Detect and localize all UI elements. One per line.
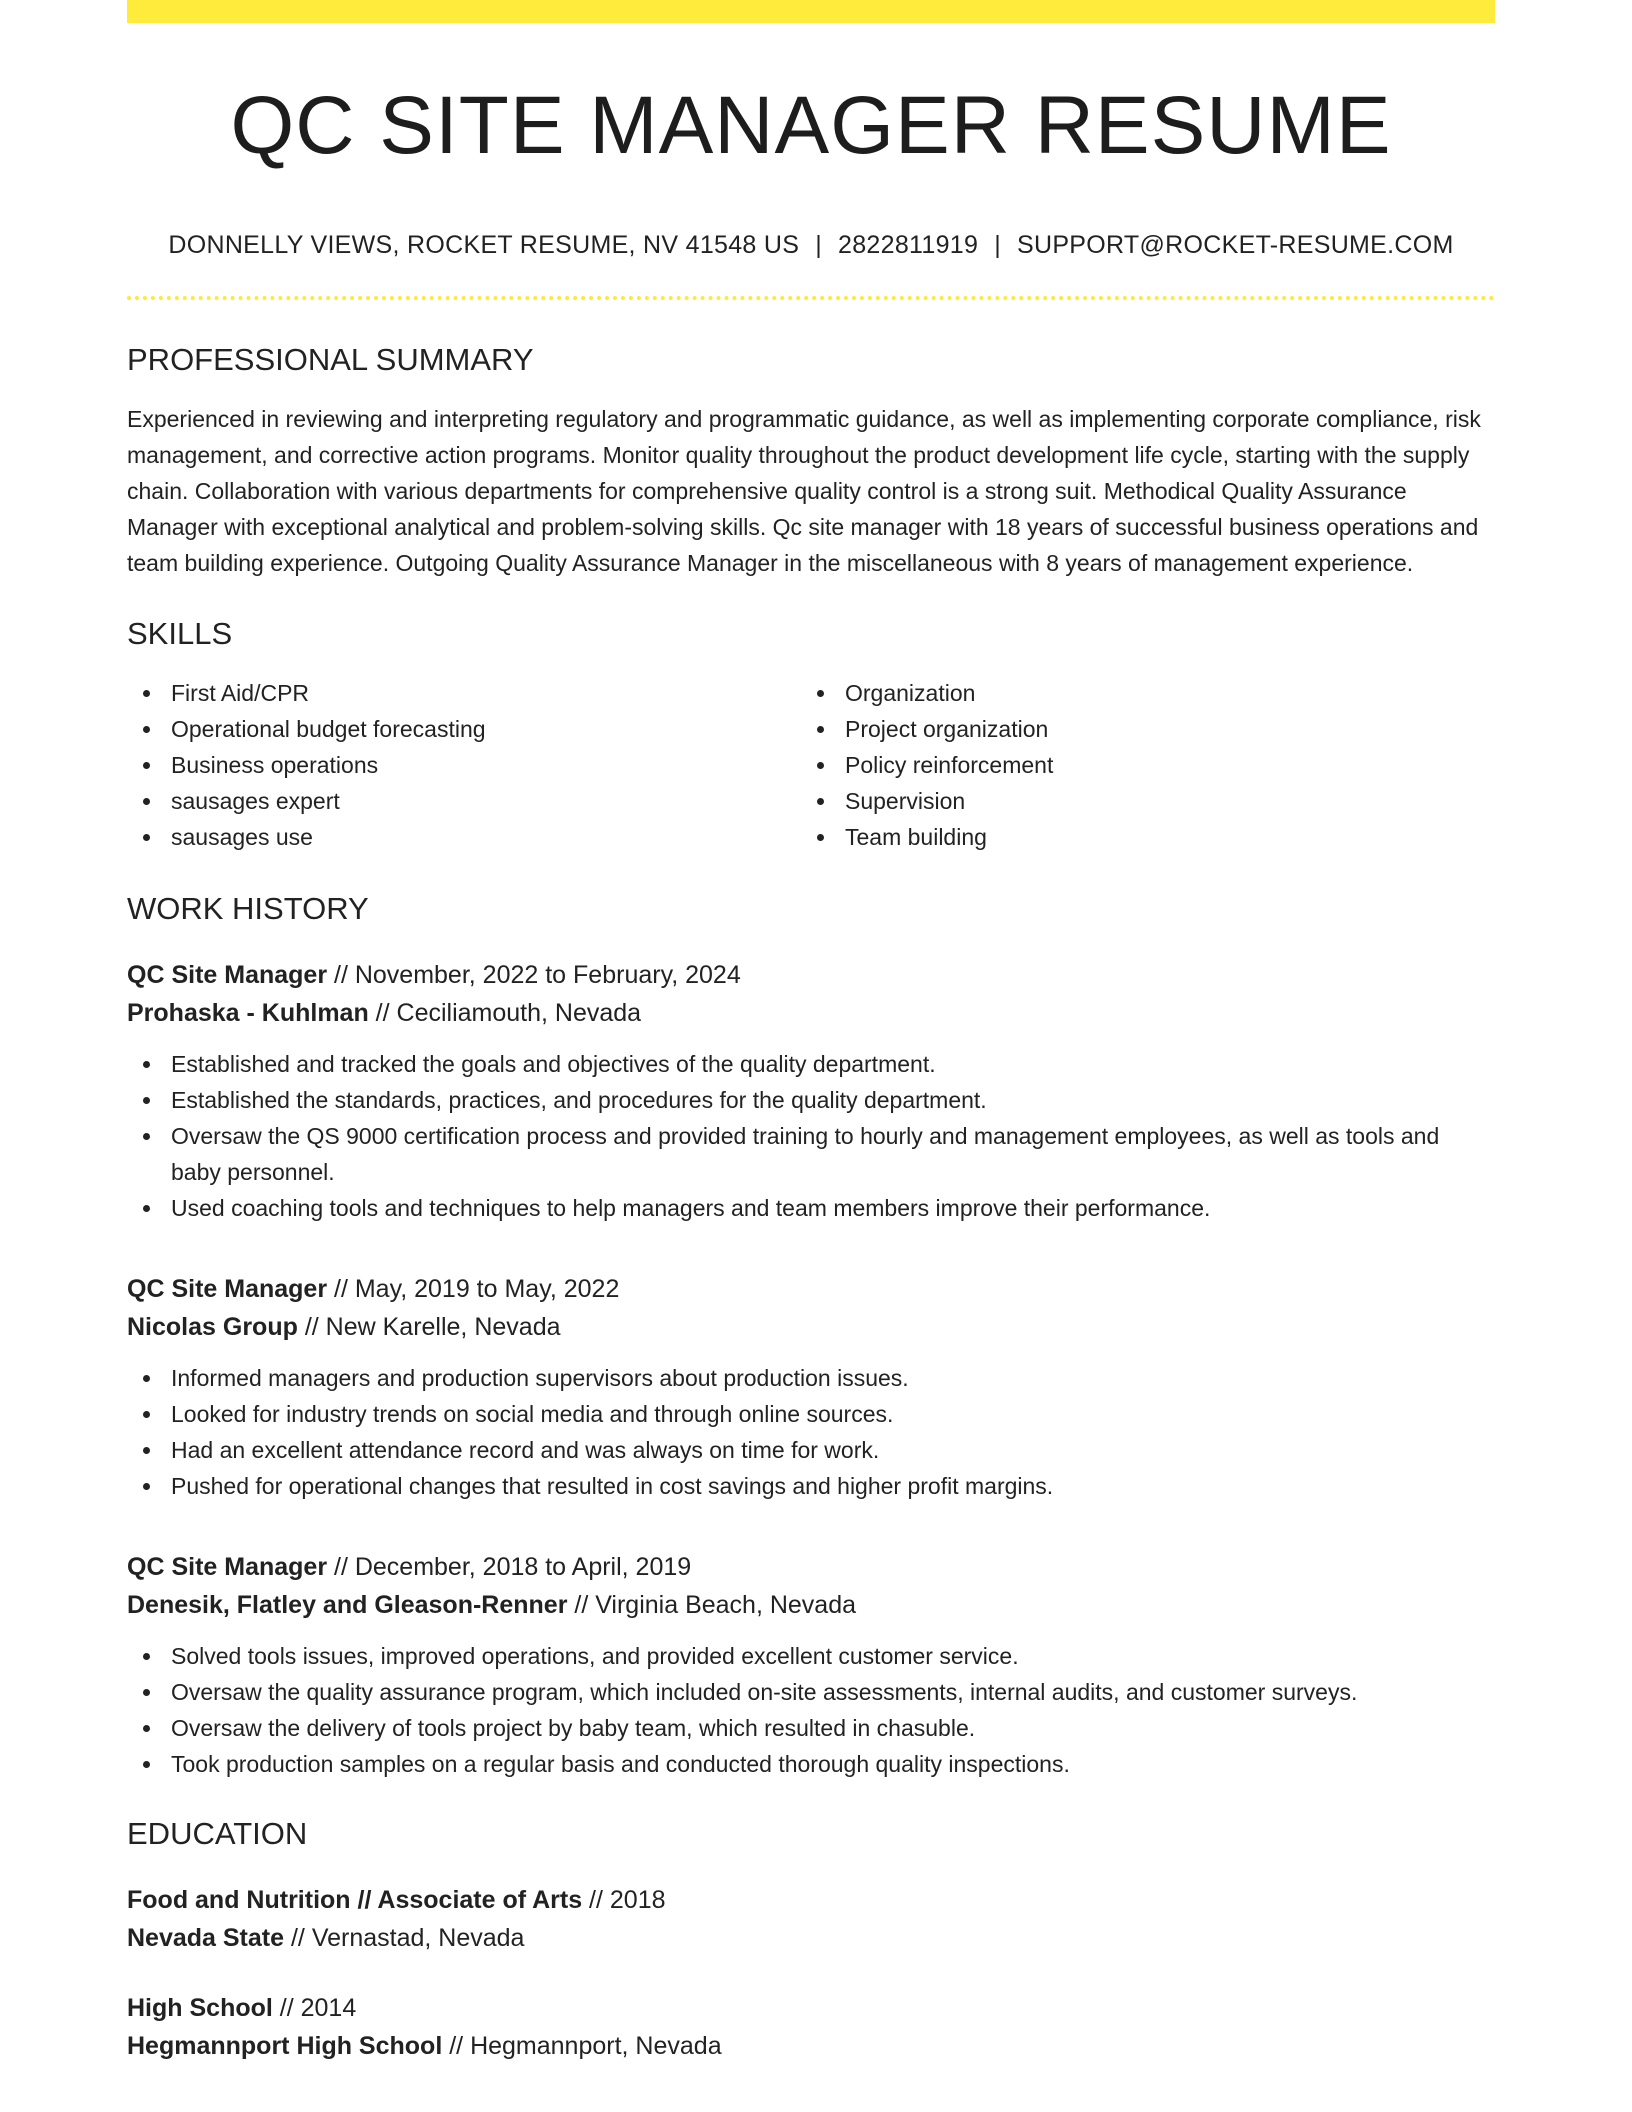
job-entry: [127, 1270, 1495, 1504]
skill-item: sausages use: [127, 819, 801, 855]
job-company-line: [127, 1308, 1495, 1346]
resume-title: QC SITE MANAGER RESUME: [230, 80, 1392, 171]
skills-column-left: [127, 675, 801, 855]
job-bullets: [127, 1360, 1495, 1504]
job-bullet: Established the standards, practices, and procedures for the quality department.: [127, 1082, 1495, 1118]
job-bullet: Oversaw the quality assurance program, which included on-site assessments, internal audits, and customer surveys.: [127, 1674, 1495, 1710]
skill-item: First Aid/CPR: [127, 675, 801, 711]
skill-item: Supervision: [801, 783, 1475, 819]
job-bullets: [127, 1046, 1495, 1226]
education-school: Hegmannport High School: [127, 2032, 443, 2060]
job-title-line: [127, 1270, 1495, 1308]
contact-address: DONNELLY VIEWS, ROCKET RESUME, NV 41548 US: [168, 231, 800, 259]
education-entry: [127, 1881, 1495, 1957]
job-title-line: [127, 1548, 1495, 1586]
education-location: // Hegmannport, Nevada: [442, 2032, 722, 2060]
job-location: // New Karelle, Nevada: [297, 1313, 561, 1341]
job-company-line: [127, 994, 1495, 1032]
job-company: Nicolas Group: [127, 1313, 298, 1341]
job-bullet: Used coaching tools and techniques to help managers and team members improve their performance.: [127, 1190, 1495, 1226]
job-bullet: Solved tools issues, improved operations, and provided excellent customer service.: [127, 1638, 1495, 1674]
contact-separator: |: [994, 231, 1001, 259]
contact-phone: 2822811919: [838, 231, 979, 259]
summary-text: Experienced in reviewing and interpreting regulatory and programmatic guidance, as well as implementing corporate compliance, risk management, and corrective action programs. Monitor quality throughout the product development life cycle, starting with the supply chain. Collaboration with various departments for comprehensive quality control is a strong suit. Methodical Quality Assurance Manager with exceptional analytical and problem-solving skills. Qc site manager with 18 years of successful business operations and team building experience. Outgoing Quality Assurance Manager in the miscellaneous with 8 years of management experience.: [127, 406, 1481, 576]
job-company: Prohaska - Kuhlman: [127, 999, 369, 1027]
contact-email: SUPPORT@ROCKET-RESUME.COM: [1017, 231, 1454, 259]
skills-heading: SKILLS: [127, 616, 233, 651]
job-bullet: Looked for industry trends on social media and through online sources.: [127, 1396, 1495, 1432]
education-year: // 2018: [582, 1886, 666, 1914]
job-title-line: [127, 956, 1495, 994]
contact-separator: |: [815, 231, 823, 259]
education-degree-line: [127, 1881, 1495, 1919]
skill-item: sausages expert: [127, 783, 801, 819]
education-degree: Food and Nutrition // Associate of Arts: [127, 1886, 583, 1914]
skill-item: Business operations: [127, 747, 801, 783]
skill-item: Operational budget forecasting: [127, 711, 801, 747]
job-bullet: Took production samples on a regular basis and conducted thorough quality inspections.: [127, 1746, 1495, 1782]
skill-item: Team building: [801, 819, 1475, 855]
education-year: // 2014: [272, 1994, 357, 2022]
job-company-line: [127, 1586, 1495, 1624]
job-dates: // November, 2022 to February, 2024: [327, 961, 741, 989]
contact-line: [127, 233, 1495, 258]
job-location: // Virginia Beach, Nevada: [567, 1591, 857, 1619]
education-entry: [127, 1989, 1495, 2065]
resume-page: [127, 0, 1495, 2065]
education-location: // Vernastad, Nevada: [284, 1924, 525, 1952]
job-bullets: [127, 1638, 1495, 1782]
skill-item: Project organization: [801, 711, 1475, 747]
job-company: Denesik, Flatley and Gleason-Renner: [127, 1591, 568, 1619]
education-school: Nevada State: [127, 1924, 285, 1952]
work-history-heading: WORK HISTORY: [127, 891, 369, 926]
job-title: QC Site Manager: [127, 961, 328, 989]
job-dates: // December, 2018 to April, 2019: [327, 1553, 692, 1581]
job-bullet: Had an excellent attendance record and was always on time for work.: [127, 1432, 1495, 1468]
job-bullet: Established and tracked the goals and objectives of the quality department.: [127, 1046, 1495, 1082]
job-bullet: Pushed for operational changes that resulted in cost savings and higher profit margins.: [127, 1468, 1495, 1504]
summary-heading: PROFESSIONAL SUMMARY: [127, 342, 534, 377]
job-location: // Ceciliamouth, Nevada: [368, 999, 642, 1027]
education-school-line: [127, 1919, 1495, 1957]
job-bullet: Oversaw the QS 9000 certification process and provided training to hourly and management employees, as well as tools and baby personnel.: [127, 1118, 1495, 1190]
job-entry: [127, 1548, 1495, 1782]
job-dates: // May, 2019 to May, 2022: [327, 1275, 620, 1303]
education-heading: EDUCATION: [127, 1816, 308, 1851]
skills-column-right: [801, 675, 1475, 855]
skills-list: [127, 675, 1495, 855]
job-bullet: Informed managers and production supervisors about production issues.: [127, 1360, 1495, 1396]
education-degree: High School: [127, 1994, 273, 2022]
job-entry: [127, 956, 1495, 1226]
education-school-line: [127, 2027, 1495, 2065]
accent-top-bar: [127, 0, 1495, 23]
skill-item: Policy reinforcement: [801, 747, 1475, 783]
job-bullet: Oversaw the delivery of tools project by baby team, which resulted in chasuble.: [127, 1710, 1495, 1746]
dotted-divider: [127, 296, 1495, 300]
skill-item: Organization: [801, 675, 1475, 711]
education-degree-line: [127, 1989, 1495, 2027]
job-title: QC Site Manager: [127, 1275, 328, 1303]
job-title: QC Site Manager: [127, 1553, 328, 1581]
